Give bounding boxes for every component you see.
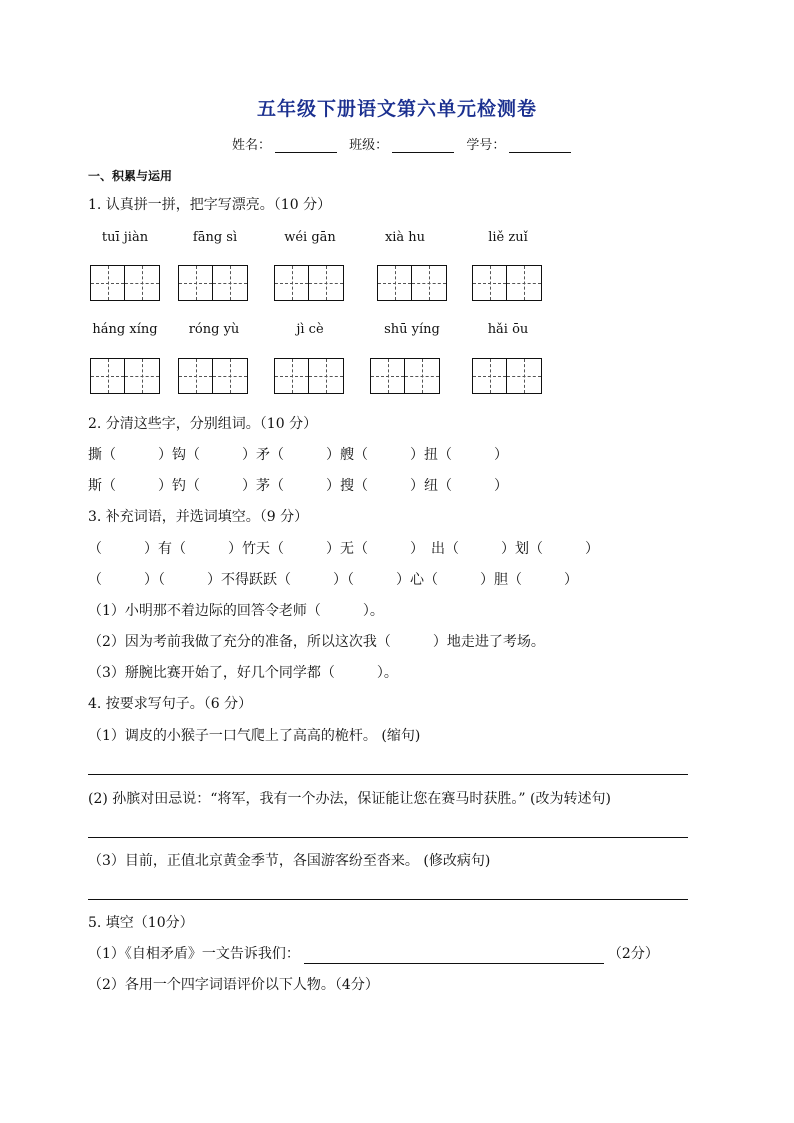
pinyin-label: fāng sì: [192, 230, 238, 245]
q4-prompt: 4. 按要求写句子。（6 分）: [88, 696, 253, 712]
writing-grid[interactable]: [90, 358, 160, 394]
pinyin-label: liě zuǐ: [488, 230, 528, 245]
q2-prompt: 2. 分清这些字，分别组词。（10 分）: [88, 416, 318, 432]
answer-line[interactable]: [88, 837, 688, 838]
q5-s1-suffix: （2分）: [607, 946, 659, 962]
fill-blank[interactable]: [304, 949, 604, 964]
q2-row-2[interactable]: 斯（ ）钓（ ）茅（ ）搜（ ）纽（ ）: [88, 478, 508, 494]
pinyin-label: wéi gān: [284, 230, 336, 245]
writing-grid[interactable]: [274, 265, 344, 301]
writing-grid[interactable]: [178, 265, 248, 301]
class-blank[interactable]: [392, 140, 454, 153]
writing-grid[interactable]: [370, 358, 440, 394]
writing-grid[interactable]: [377, 265, 447, 301]
answer-line[interactable]: [88, 774, 688, 775]
writing-grid[interactable]: [178, 358, 248, 394]
q4-sentence-1: （1）调皮的小猴子一口气爬上了高高的桅杆。 (缩句): [88, 728, 421, 744]
number-blank[interactable]: [509, 140, 571, 153]
pinyin-label: shū yíng: [384, 322, 440, 337]
q5-s1-prefix: （1）《自相矛盾》一文告诉我们：: [88, 946, 300, 962]
q4-sentence-3: （3）目前，正值北京黄金季节，各国游客纷至沓来。 (修改病句): [88, 853, 491, 869]
pinyin-label: háng xíng: [92, 322, 158, 337]
pinyin-label: róng yù: [188, 322, 240, 337]
q3-sentence-3[interactable]: （3）掰腕比赛开始了，好几个同学都（ ）。: [88, 665, 398, 681]
pinyin-label: tuī jiàn: [101, 230, 149, 245]
q1-prompt: 1. 认真拼一拼，把字写漂亮。（10 分）: [88, 197, 332, 213]
answer-line[interactable]: [88, 899, 688, 900]
section-heading: 一、积累与运用: [88, 169, 173, 183]
pinyin-label: xià hu: [384, 230, 426, 245]
pinyin-label: jì cè: [296, 322, 324, 337]
writing-grid[interactable]: [274, 358, 344, 394]
number-label: 学号：: [466, 138, 506, 153]
q5-sentence-2: （2）各用一个四字词语评价以下人物。（4分）: [88, 977, 379, 993]
name-label: 姓名：: [232, 138, 272, 153]
q2-row-1[interactable]: 撕（ ）钩（ ）矛（ ）艘（ ）扭（ ）: [88, 447, 508, 463]
q4-sentence-2: (2) 孙膑对田忌说：“将军，我有一个办法，保证能让您在赛马时获胜。” (改为转述句): [88, 791, 611, 807]
name-blank[interactable]: [275, 140, 337, 153]
page-title: 五年级下册语文第六单元检测卷: [256, 98, 537, 120]
pinyin-label: hǎi ōu: [487, 322, 529, 337]
q3-sentence-2[interactable]: （2）因为考前我做了充分的准备，所以这次我（ ）地走进了考场。: [88, 634, 545, 650]
q5-prompt: 5. 填空（10分）: [88, 915, 194, 931]
q3-row-1[interactable]: （ ）有（ ）竹天（ ）无（ ） 出（ ）划（ ）: [88, 541, 599, 557]
writing-grid[interactable]: [90, 265, 160, 301]
q3-row-2[interactable]: （ ）（ ）不得跃跃（ ）（ ）心（ ）胆（ ）: [88, 572, 578, 588]
student-info-line: [232, 134, 579, 153]
writing-grid[interactable]: [472, 358, 542, 394]
q3-prompt: 3. 补充词语，并选词填空。（9 分）: [88, 509, 309, 525]
q3-sentence-1[interactable]: （1）小明那不着边际的回答令老师（ ）。: [88, 603, 384, 619]
q5-sentence-1: [88, 944, 659, 964]
class-label: 班级：: [349, 138, 389, 153]
writing-grid[interactable]: [472, 265, 542, 301]
